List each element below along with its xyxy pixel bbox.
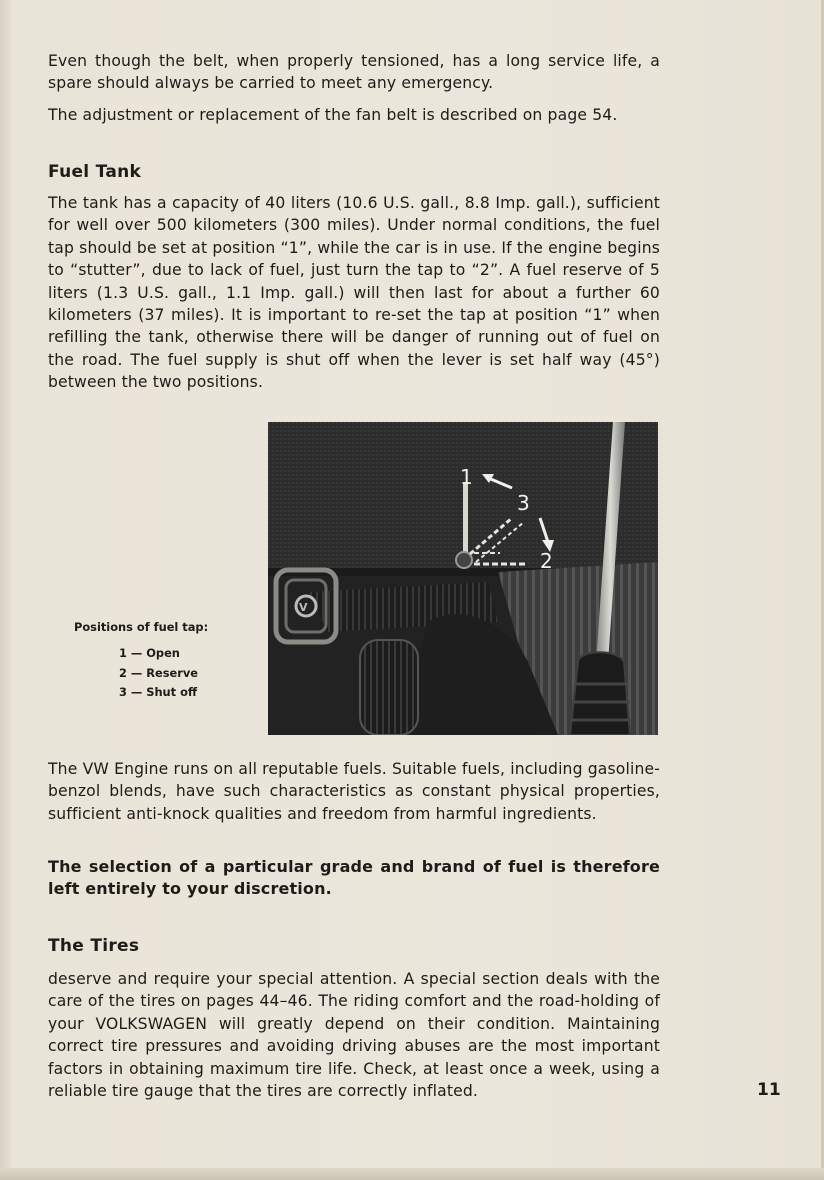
fuel-tap-lever (463, 482, 468, 562)
label-position-3: 3 (517, 491, 530, 515)
caption-title: Positions of fuel tap: (74, 620, 209, 634)
tires-paragraph: deserve and require your special attention. A special section deals with the care of the tires on pages 44–46. The riding comfort and the road-holding of your VOLKSWAGEN will greatly depend on their condition. Maintaining correct tire pressures and avoiding driving abuses are the most important factors in obtaining maximum tire life. Check, at least once a week, using a reliable tire gauge that the tires are correctly inflated. (48, 970, 660, 1101)
belt-adjustment-paragraph: The adjustment or replacement of the fan belt is described on page 54. (48, 106, 618, 124)
caption-item-open: 1 — Open (119, 646, 180, 660)
figure-caption (74, 620, 254, 705)
svg-text:V: V (299, 601, 308, 614)
fuel-tap-photo (268, 422, 658, 735)
fuel-tank-heading: Fuel Tank (48, 162, 142, 182)
fuels-paragraph: The VW Engine runs on all reputable fuels. Suitable fuels, including gasoline-benzol blends, have such characteristics as constant physical properties, sufficient anti-knock qualities and freedom from harmful ingredients. (48, 760, 660, 823)
belt-spare-paragraph: Even though the belt, when properly tensioned, has a long service life, a spare should always be carried to meet any emergency. (48, 52, 660, 93)
label-position-1: 1 (460, 465, 473, 489)
caption-item-shutoff: 3 — Shut off (119, 685, 198, 700)
page-bottom-edge (0, 1168, 824, 1180)
rubber-boot (570, 652, 630, 735)
page-number: 11 (757, 1080, 781, 1100)
fuel-choice-paragraph: The selection of a particular grade and brand of fuel is therefore left entirely to your discretion. (48, 857, 660, 899)
label-position-2: 2 (540, 549, 553, 573)
fuel-tap-knob (456, 552, 472, 568)
accelerator-pedal (360, 640, 418, 735)
fuel-tank-paragraph: The tank has a capacity of 40 liters (10.6 U.S. gall., 8.8 Imp. gall.), sufficient for well over 500 kilometers (300 miles). Under normal conditions, the fuel tap should be set at position “1”, while the car is in use. If the engine begins to “stutter”, due to lack of fuel, just turn the tap to “2”. A fuel reserve of 5 liters (1.3 U.S. gall., 1.1 Imp. gall.) will then last for about a further 60 kilometers (37 miles). It is important to re-set the tap at position “1” when refilling the tank, otherwise there will be danger of running out of fuel on the road. The fuel supply is shut off when the lever is set half way (45°) between the two positions. (48, 194, 660, 392)
fuel-tap-illustration (268, 422, 658, 735)
caption-item-reserve: 2 — Reserve (119, 665, 199, 680)
tires-heading: The Tires (48, 936, 140, 956)
